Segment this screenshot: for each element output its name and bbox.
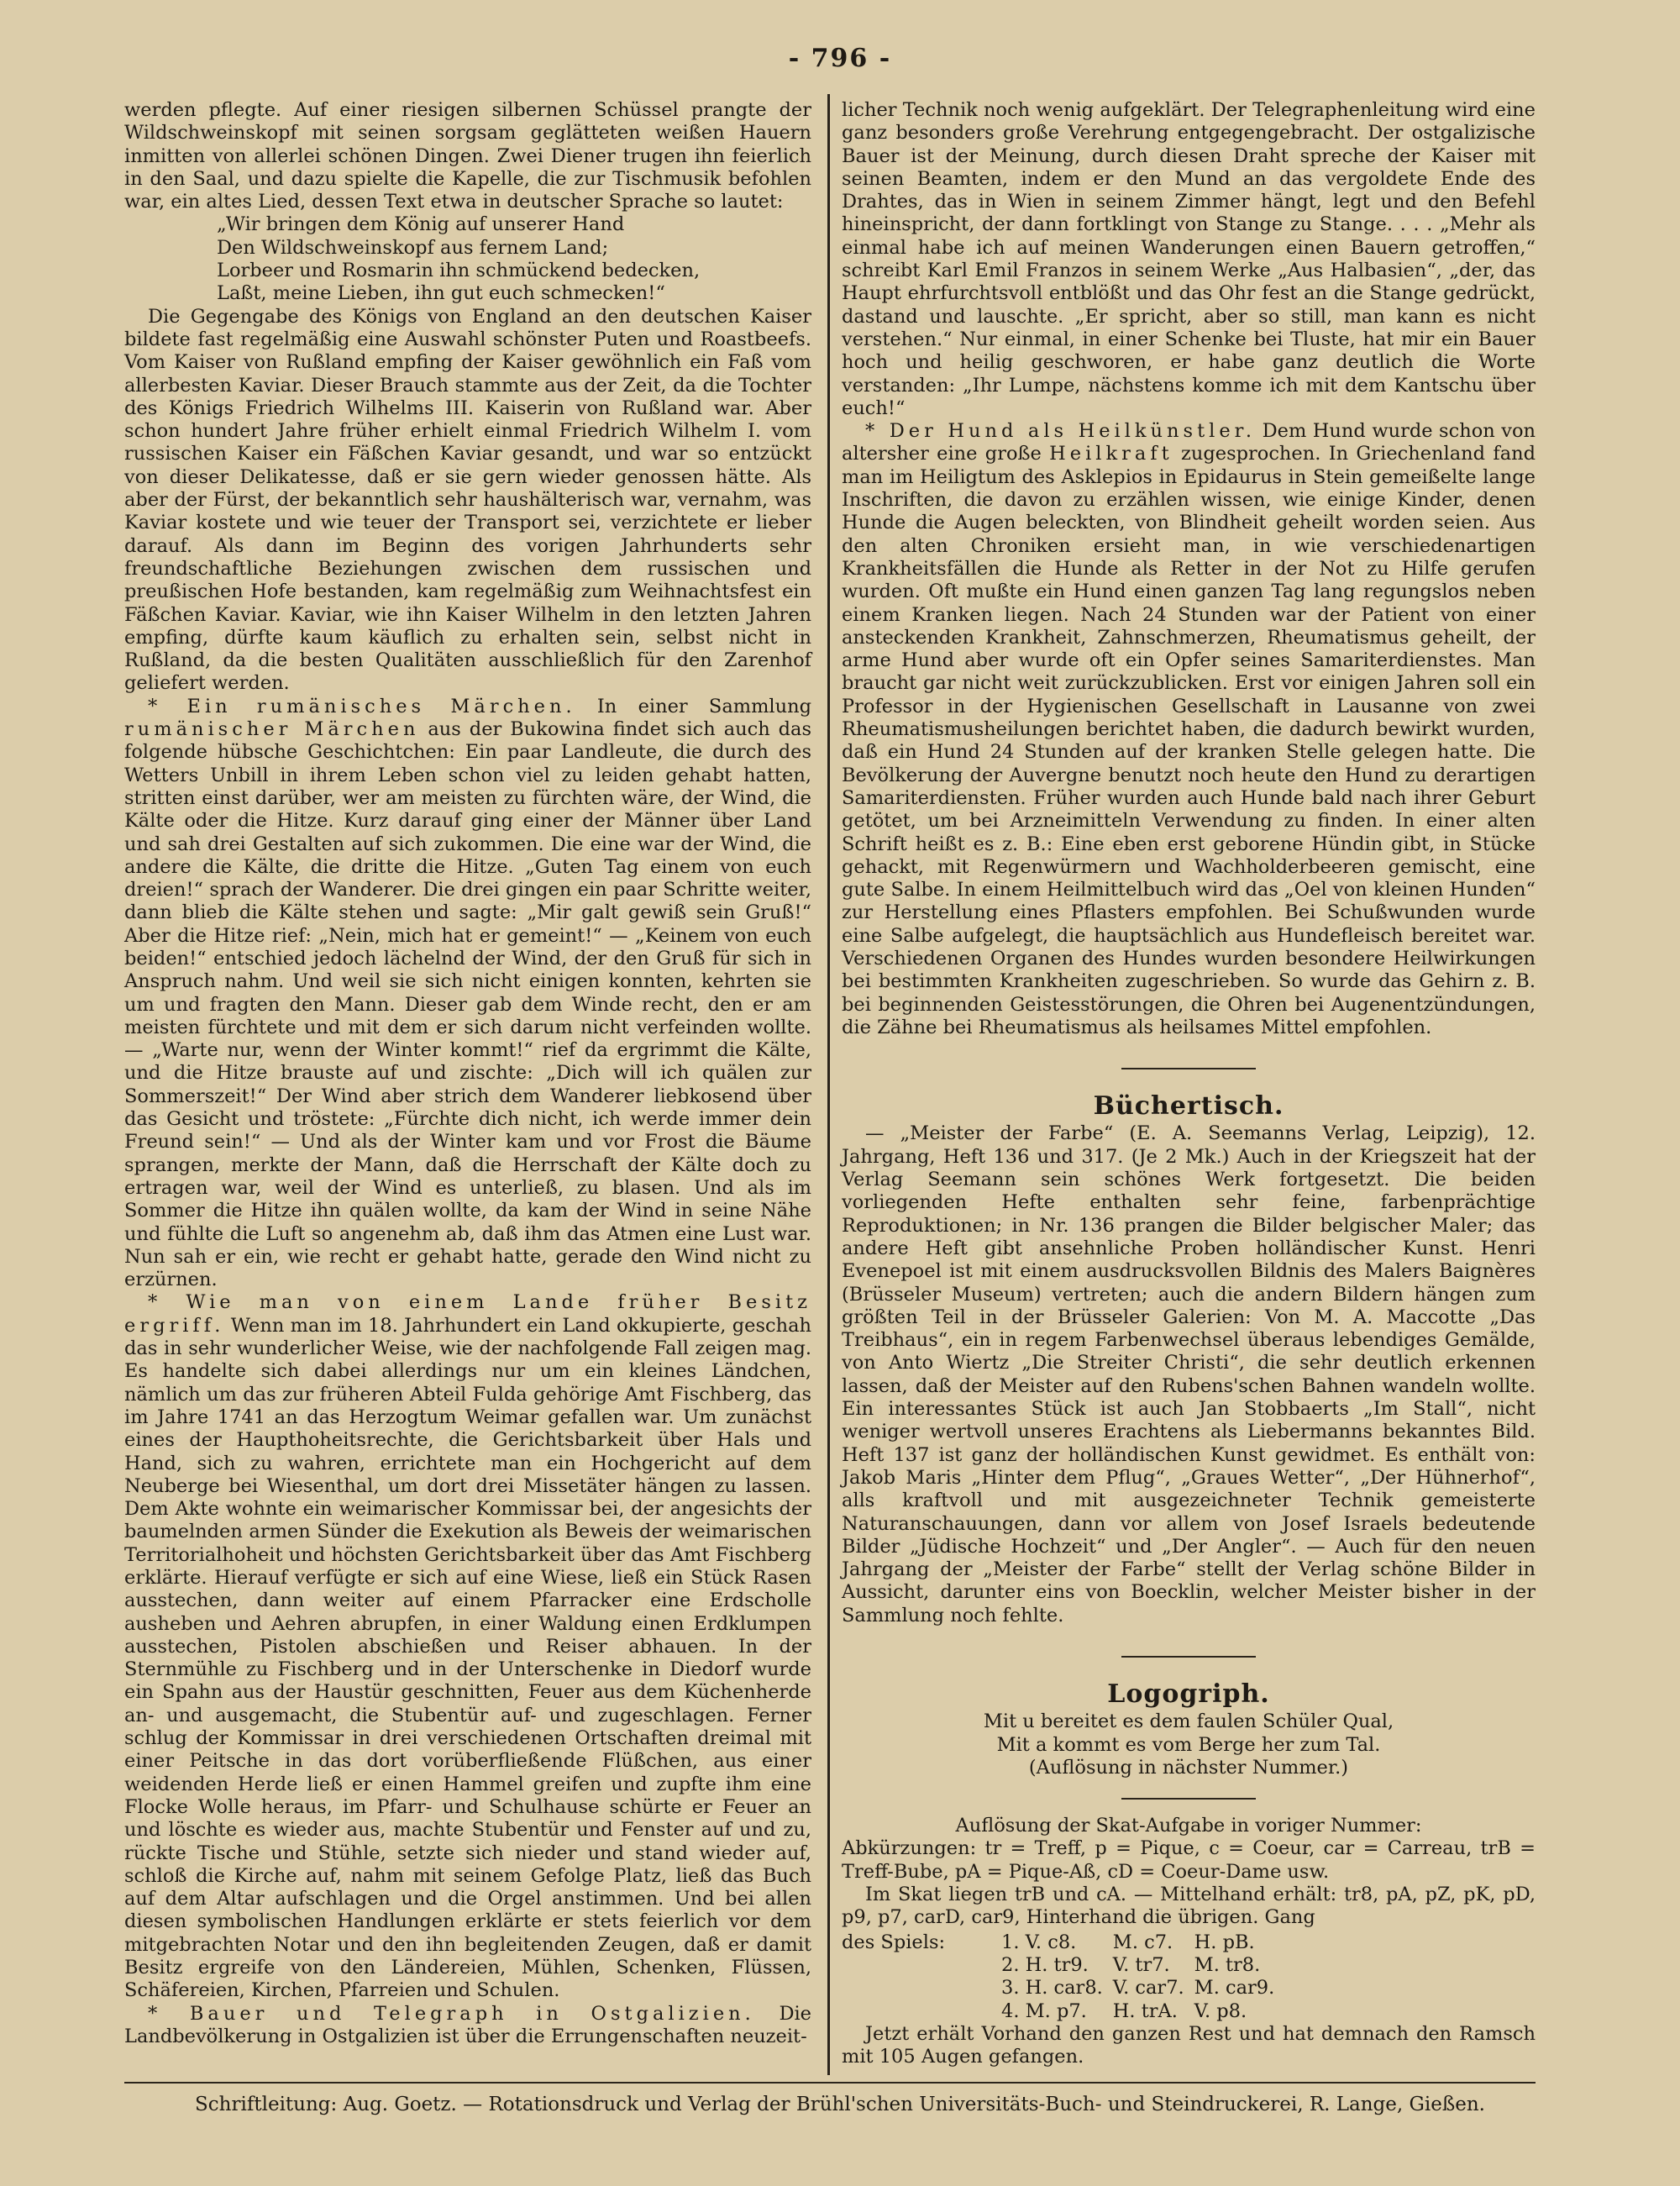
verse-line: „Wir bringen dem König auf unserer Hand (217, 213, 625, 236)
paragraph-boars-head: werden pflegte. Auf einer riesigen silbernen Schüssel prangte der Wildschweinskopf mit seinen sorgsam geglätteten weißen Hauern inmitten von allerlei schönen Dingen. Zwei Diener trugen ihn feierlich in den Saal, und dazu spielte die Kapelle, die zur Tischmusik befohlen war, ein altes Lied, dessen Text etwa in deutscher Sprache so lautet: (124, 99, 811, 213)
left-column (124, 99, 812, 2047)
article-besitz (124, 1291, 811, 2002)
skat-title: Auflösung der Skat-Aufgabe in voriger Nummer: (955, 1815, 1422, 1837)
article-text: Die Landbevölkerung in Ostgalizien ist über die Errungenschaften neuzeit- (124, 2002, 811, 2047)
section-divider (1121, 1068, 1256, 1069)
table-cell: H. pB. (1194, 1931, 1255, 1953)
table-cell: des Spiels: (842, 1931, 946, 1953)
table-cell: M. tr8. (1194, 1953, 1261, 1976)
article-text: Dem Hund wurde schon von altersher eine große (842, 420, 1536, 465)
section-divider (1121, 1656, 1256, 1658)
table-cell: H. trA. (1112, 1999, 1178, 2022)
section-title-logogriph: Logogriph. (1107, 1679, 1270, 1709)
article-text: zugesprochen. In Griechenland fand man im Heiligtum des Asklepios in Epidaurus in Stein gemeißelte lange Inschriften, die davon zu erzählen wissen, wie einige Kinder, denen Hunde die Augen beleckten, von Blindheit geheilt worden seien. Aus den alten Chroniken ersieht man, in wie verschiedenartigen Krankheitsfällen die Hunde als Retter in der Not zu Hilfe gerufen wurden. Oft mußte ein Hund einen ganzen Tag lang regungslos neben einem Kranken liegen. Nach 24 Stunden war der Patient von einer ansteckenden Krankheit, Zahnschmerzen, Rheumatismus geheilt, der arme Hund aber wurde oft ein Opfer seines Samariterdienstes. Man braucht gar nicht weit zurückzublicken. Erst vor einigen Jahren soll ein Professor in der Hygienischen Gesellschaft in Lausanne von zwei Rheumatismusheilungen berichtet haben, die dadurch bewirkt wurden, daß ein Hund 24 Stunden auf der kranken Stelle gelegen hatte. Die Bevölkerung der Auvergne benutzt noch heute den Hund zu derartigen Samariterdiensten. Früher wurden auch Hunde bald nach ihrer Geburt getötet, um bei Arzneimitteln Verwendung zu finden. In einer alten Schrift heißt es z. B.: Eine eben erst geborene Hündin gibt, in Stücke gehackt, mit Regenwürmern und Wachholderbeeren gemischt, eine gute Salbe. In einem Heilmittelbuch wird das „Oel von kleinen Hunden“ zur Herstellung eines Pflasters empfohlen. Bei Schußwunden wurde eine Salbe aufgelegt, die hauptsächlich aus Hundefleisch bereitet war. Verschiedenen Organen des Hundes wurden besondere Heilwirkungen bei bestimmten Krankheiten zugeschrieben. So wurde das Gehirn z. B. bei beginnenden Geistesstörungen, die Ohren bei Augenentzündungen, die Zähne bei Rheumatismus als heilsames Mittel empfohlen. (842, 443, 1536, 1038)
riddle-line: Mit a kommt es vom Berge her zum Tal. (996, 1733, 1381, 1756)
table-cell (842, 1954, 1001, 1977)
section-divider (1121, 1798, 1256, 1800)
table-row (842, 1977, 1284, 1999)
article-heading: * Der Hund als Heilkünstler. (865, 420, 1257, 443)
verse-line: Laßt, meine Lieben, ihn gut euch schmecken!“ (217, 282, 665, 305)
table-cell: V. p8. (1194, 1999, 1247, 2022)
article-maerchen (124, 696, 811, 1292)
article-text: Wenn man im 18. Jahrhundert ein Land okkupierte, geschah das in sehr wunderlicher Weise, wie der nachfolgende Fall zeigen mag. Es handelte sich dabei allerdings nur um ein kleines Ländchen, nämlich um das zur früheren Abteil Fulda gehörige Amt Fischberg, das im Jahre 1741 an das Herzogtum Weimar gefallen war. Um zunächst eines der Haupthoheitsrechte, die Gerichtsbarkeit über Hals und Hand, sich zu wahren, errichtete man ein Hochgericht auf dem Neuberge bei Wiesenthal, um dort drei Missetäter hängen zu lassen. Dem Akte wohnte ein weimarischer Kommissar bei, der angesichts der baumelnden armen Sünder die Exekution als Beweis der weimarischen Territorialhoheit und höchsten Gerichtsbarkeit über das Amt Fischberg erklärte. Hierauf verfügte er sich auf eine Wiese, ließ ein Stück Rasen ausstechen, dann weiter auf einem Pfarracker eine Erdscholle ausheben und Aehren abrupfen, in einer Waldung einen Erdklumpen ausstechen, Pistolen abschießen und Reiser abhauen. In der Sternmühle zu Fischberg und in der Unterschenke in Diedorf wurde ein Spahn aus der Haustür geschnitten, Feuer aus dem Küchenherde an- und ausgemacht, die Stubentür auf- und zugeschlagen. Ferner schlug der Kommissar in drei verschiedenen Ortschaften dreimal mit einer Peitsche in das dort vorüberfließende Flüßchen, aus einer weidenden Herde ließ er einen Hammel greifen und zupfte ihm eine Flocke Wolle heraus, im Pfarr- und Schulhause schürte er Feuer an und löschte es wieder aus, machte Stubentür und Fenster auf und zu, rückte Tische und Stühle, setzte sich nieder und stand wieder auf, schloß die Kirche auf, nahm mit seinem Gefolge Platz, ließ das Buch auf dem Altar aufschlagen und die Orgel anstimmen. Und bei allen diesen symbolischen Handlungen erklärte er stets feierlich vor dem mitgebrachten Notar und den ihn begleitenden Zeugen, daß er damit Besitz ergreife von den Ländereien, Mühlen, Schenken, Flüssen, Schäfereien, Kirchen, Pfarreien und Schulen. (124, 1314, 811, 2002)
skat-conclusion: Jetzt erhält Vorhand den ganzen Rest und hat demnach den Ramsch mit 105 Augen gefangen. (842, 2022, 1536, 2068)
article-heading: * Wie man von einem Lande früher Besitz ergriff. (124, 1291, 811, 1337)
song-verse (217, 213, 811, 305)
emphasis-text: rumänischer Märchen (124, 718, 420, 741)
table-cell (842, 1977, 1001, 1999)
table-cell: 2. H. tr9. (1001, 1953, 1089, 1976)
table-row (842, 1954, 1284, 1977)
table-cell: 1. V. c8. (1001, 1931, 1077, 1953)
table-cell: V. car7. (1112, 1977, 1184, 1999)
table-row (842, 1931, 1284, 1954)
imprint-footer: Schriftleitung: Aug. Goetz. — Rotationsdruck und Verlag der Brühl'schen Universitäts-Buch- und Steindruckerei, R. Lange, Gießen. (195, 2094, 1485, 2115)
verse-line: Den Wildschweinskopf aus fernem Land; (217, 236, 609, 259)
paragraph-buechertisch: — „Meister der Farbe“ (E. A. Seemanns Verlag, Leipzig), 12. Jahrgang, Heft 136 und 317. (Je 2 Mk.) Auch in der Kriegszeit hat der Verlag Seemann sein schönes Werk fortgesetzt. Die beiden vorliegenden Hefte enthalten sehr feine, farbenprächtige Reproduktionen; in Nr. 136 prangen die Bilder belgischer Maler; das andere Heft gibt ansehnliche Proben holländischer Kunst. Henri Evenepoel ist mit einem ausdrucksvollen Bildnis des Malers Baignères (Brüsseler Museum) vertreten; auch die andern Bildern hängen zum größten Teil in der Brüsseler Galerien: Von M. A. Maccotte „Das Treibhaus“, ein in regem Farbenwechsel überaus lebendiges Gemälde, von Anto Wiertz „Die Streiter Christi“, die sehr deutlich erkennen lassen, daß der Meister auf den Rubens'schen Bahnen wandeln wollte. Ein interessantes Stück ist auch Jan Stobbaerts „Im Stall“, nicht weniger wertvoll unseres Erachtens als Liebermanns bekanntes Bild. Heft 137 ist ganz der holländischen Kunst gewidmet. Es enthält von: Jakob Maris „Hinter dem Pflug“, „Graues Wetter“, „Der Hühnerhof“, alls kraftvoll und mit ausgezeichneter Technik gemeisterte Naturanschauungen, dann vor allem von Josef Israels bedeutende Bilder „Jüdische Hochzeit“ und „Der Angler“. — Auch für den neuen Jahrgang der „Meister der Farbe“ stellt der Verlag schöne Bilder in Aussicht, darunter eins von Boecklin, welcher Meister bisher in der Sammlung noch fehlte. (842, 1122, 1536, 1626)
article-heading: * Ein rumänisches Märchen. (148, 695, 576, 717)
riddle-line: Mit u bereitet es dem faulen Schüler Qual, (983, 1710, 1394, 1733)
article-text: In einer Sammlung (575, 695, 811, 717)
riddle-note: (Auflösung in nächster Nummer.) (1028, 1756, 1349, 1779)
skat-description: Im Skat liegen trB und cA. — Mittelhand erhält: tr8, pA, pZ, pK, pD, p9, p7, carD, car9, Hinterhand die übrigen. Gang (842, 1884, 1536, 1929)
footer-divider (124, 2082, 1536, 2084)
table-cell: 3. H. car8. (1001, 1977, 1103, 1999)
page-number: - 796 - (788, 44, 892, 73)
paragraph-kaviar: Die Gegengabe des Königs von England an den deutschen Kaiser bildete fast regelmäßig eine Auswahl schönster Puten und Roastbeefs. Vom Kaiser von Rußland empfing der Kaiser gewöhnlich ein Faß vom allerbesten Kaviar. Dieser Brauch stammte aus der Zeit, da die Tochter des Königs Friedrich Wilhelms III. Kaiserin von Rußland war. Aber schon hundert Jahre früher erhielt einmal Friedrich Wilhelm I. vom russischen Kaiser ein Fäßchen Kaviar gesandt, und war so entzückt von dieser Delikatesse, daß er sie gern wieder genossen hätte. Als aber der Fürst, der bekanntlich sehr haushälterisch war, vernahm, was Kaviar kostete und wie teuer der Transport sei, verzichtete er lieber darauf. Als dann im Beginn des vorigen Jahrhunderts sehr freundschaftliche Beziehungen zwischen dem russischen und preußischen Hofe bestanden, kam regelmäßig zum Weihnachtsfest ein Fäßchen Kaviar. Kaviar, wie ihn Kaiser Wilhelm in den letzten Jahren empfing, dürfte kaum käuflich zu erhalten sein, selbst nicht in Rußland, da die besten Qualitäten ausschließlich für den Zarenhof geliefert werden. (124, 305, 811, 695)
article-telegraph (124, 2003, 811, 2049)
paragraph-telegraph-continued: licher Technik noch wenig aufgeklärt. Der Telegraphenleitung wird eine ganz besonders große Verehrung entgegengebracht. Der ostgalizische Bauer ist der Meinung, durch diesen Draht spreche der Kaiser mit seinen Beamten, indem er den Mund an das vergoldete Ende des Drahtes, das in Wien in seinem Zimmer hängt, legt und den Befehl hineinspricht, der dann fortklingt von Stange zu Stange. . . . „Mehr als einmal habe ich auf meinen Wanderungen einen Bauern getroffen,“ schreibt Karl Emil Franzos in seinem Werke „Aus Halbasien“, „der, das Haupt ehrfurchtsvoll entblößt und das Ohr fest an die Stange gedrückt, dastand und lauschte. „Er spricht, aber so still, man kann es nicht verstehen.“ Nur einmal, in einer Schenke bei Tluste, hat mir ein Bauer hoch und heilig geschworen, er habe ganz deutlich die Worte verstanden: „Ihr Lumpe, nächstens komme ich mit dem Kantschu über euch!“ (842, 99, 1536, 419)
table-cell (842, 2000, 1001, 2023)
article-heading: * Bauer und Telegraph in Ostgalizien. (148, 2002, 755, 2025)
skat-moves-table (842, 1931, 1284, 2023)
skat-abbreviations: Abkürzungen: tr = Treff, p = Pique, c = Coeur, car = Carreau, trB = Treff-Bube, pA = Pique-Aß, cD = Coeur-Dame usw. (842, 1837, 1536, 1883)
article-text: aus der Bukowina findet sich auch das folgende hübsche Geschichtchen: Ein paar Landleute, die durch des Wetters Unbill in ihrem Leben schon viel zu leiden gehabt hatten, stritten einst darüber, wer am meisten zu fürchten wäre, der Wind, die Kälte oder die Hitze. Kurz darauf ging einer der Männer über Land und sah drei Gestalten auf sich zukommen. Die eine war der Wind, die andere die Kälte, die dritte die Hitze. „Guten Tag einem von euch dreien!“ sprach der Wanderer. Die drei gingen ein paar Schritte weiter, dann blieb die Kälte stehen und sagte: „Mir galt gewiß sein Gruß!“ Aber die Hitze rief: „Nein, mich hat er gemeint!“ — „Keinem von euch beiden!“ entschied jedoch lächelnd der Wind, der den Gruß für sich in Anspruch nahm. Und weil sie sich nicht einigen konnten, kehrten sie um und fragten den Mann. Dieser gab dem Winde recht, den er am meisten fürchtete und mit dem er sich darum nicht verfeinden wollte. — „Warte nur, wenn der Winter kommt!“ rief da ergrimmt die Kälte, und die Hitze brauste auf und zischte: „Dich will ich quälen zur Sommerszeit!“ Der Wind aber strich dem Wanderer liebkosend über das Gesicht und tröstete: „Fürchte dich nicht, ich werde immer dein Freund sein!“ — Und als der Winter kam und vor Frost die Bäume sprangen, merkte der Mann, daß die Herrschaft der Kälte doch zu ertragen war, weil der Wind es unterließ, zu blasen. Und als im Sommer die Hitze ihn quälen wollte, da kam der Wind in seine Nähe und fühlte die Luft so angenehm ab, daß ihm das Atmen eine Lust war. Nun sah er ein, wie recht er gehabt hatte, gerade den Wind nicht zu erzürnen. (124, 718, 812, 1291)
emphasis-text: Heilkraft (1049, 443, 1173, 465)
article-hund (842, 420, 1536, 1039)
table-cell: M. c7. (1112, 1931, 1173, 1953)
verse-line: Lorbeer und Rosmarin ihn schmückend bedecken, (217, 260, 701, 282)
table-cell: 4. M. p7. (1001, 1999, 1087, 2022)
table-cell: M. car9. (1194, 1977, 1275, 1999)
table-cell: V. tr7. (1112, 1953, 1170, 1976)
right-column (842, 99, 1536, 2082)
column-divider (827, 94, 830, 2075)
section-title-buechertisch: Büchertisch. (1093, 1091, 1284, 1122)
table-row (842, 2000, 1284, 2023)
